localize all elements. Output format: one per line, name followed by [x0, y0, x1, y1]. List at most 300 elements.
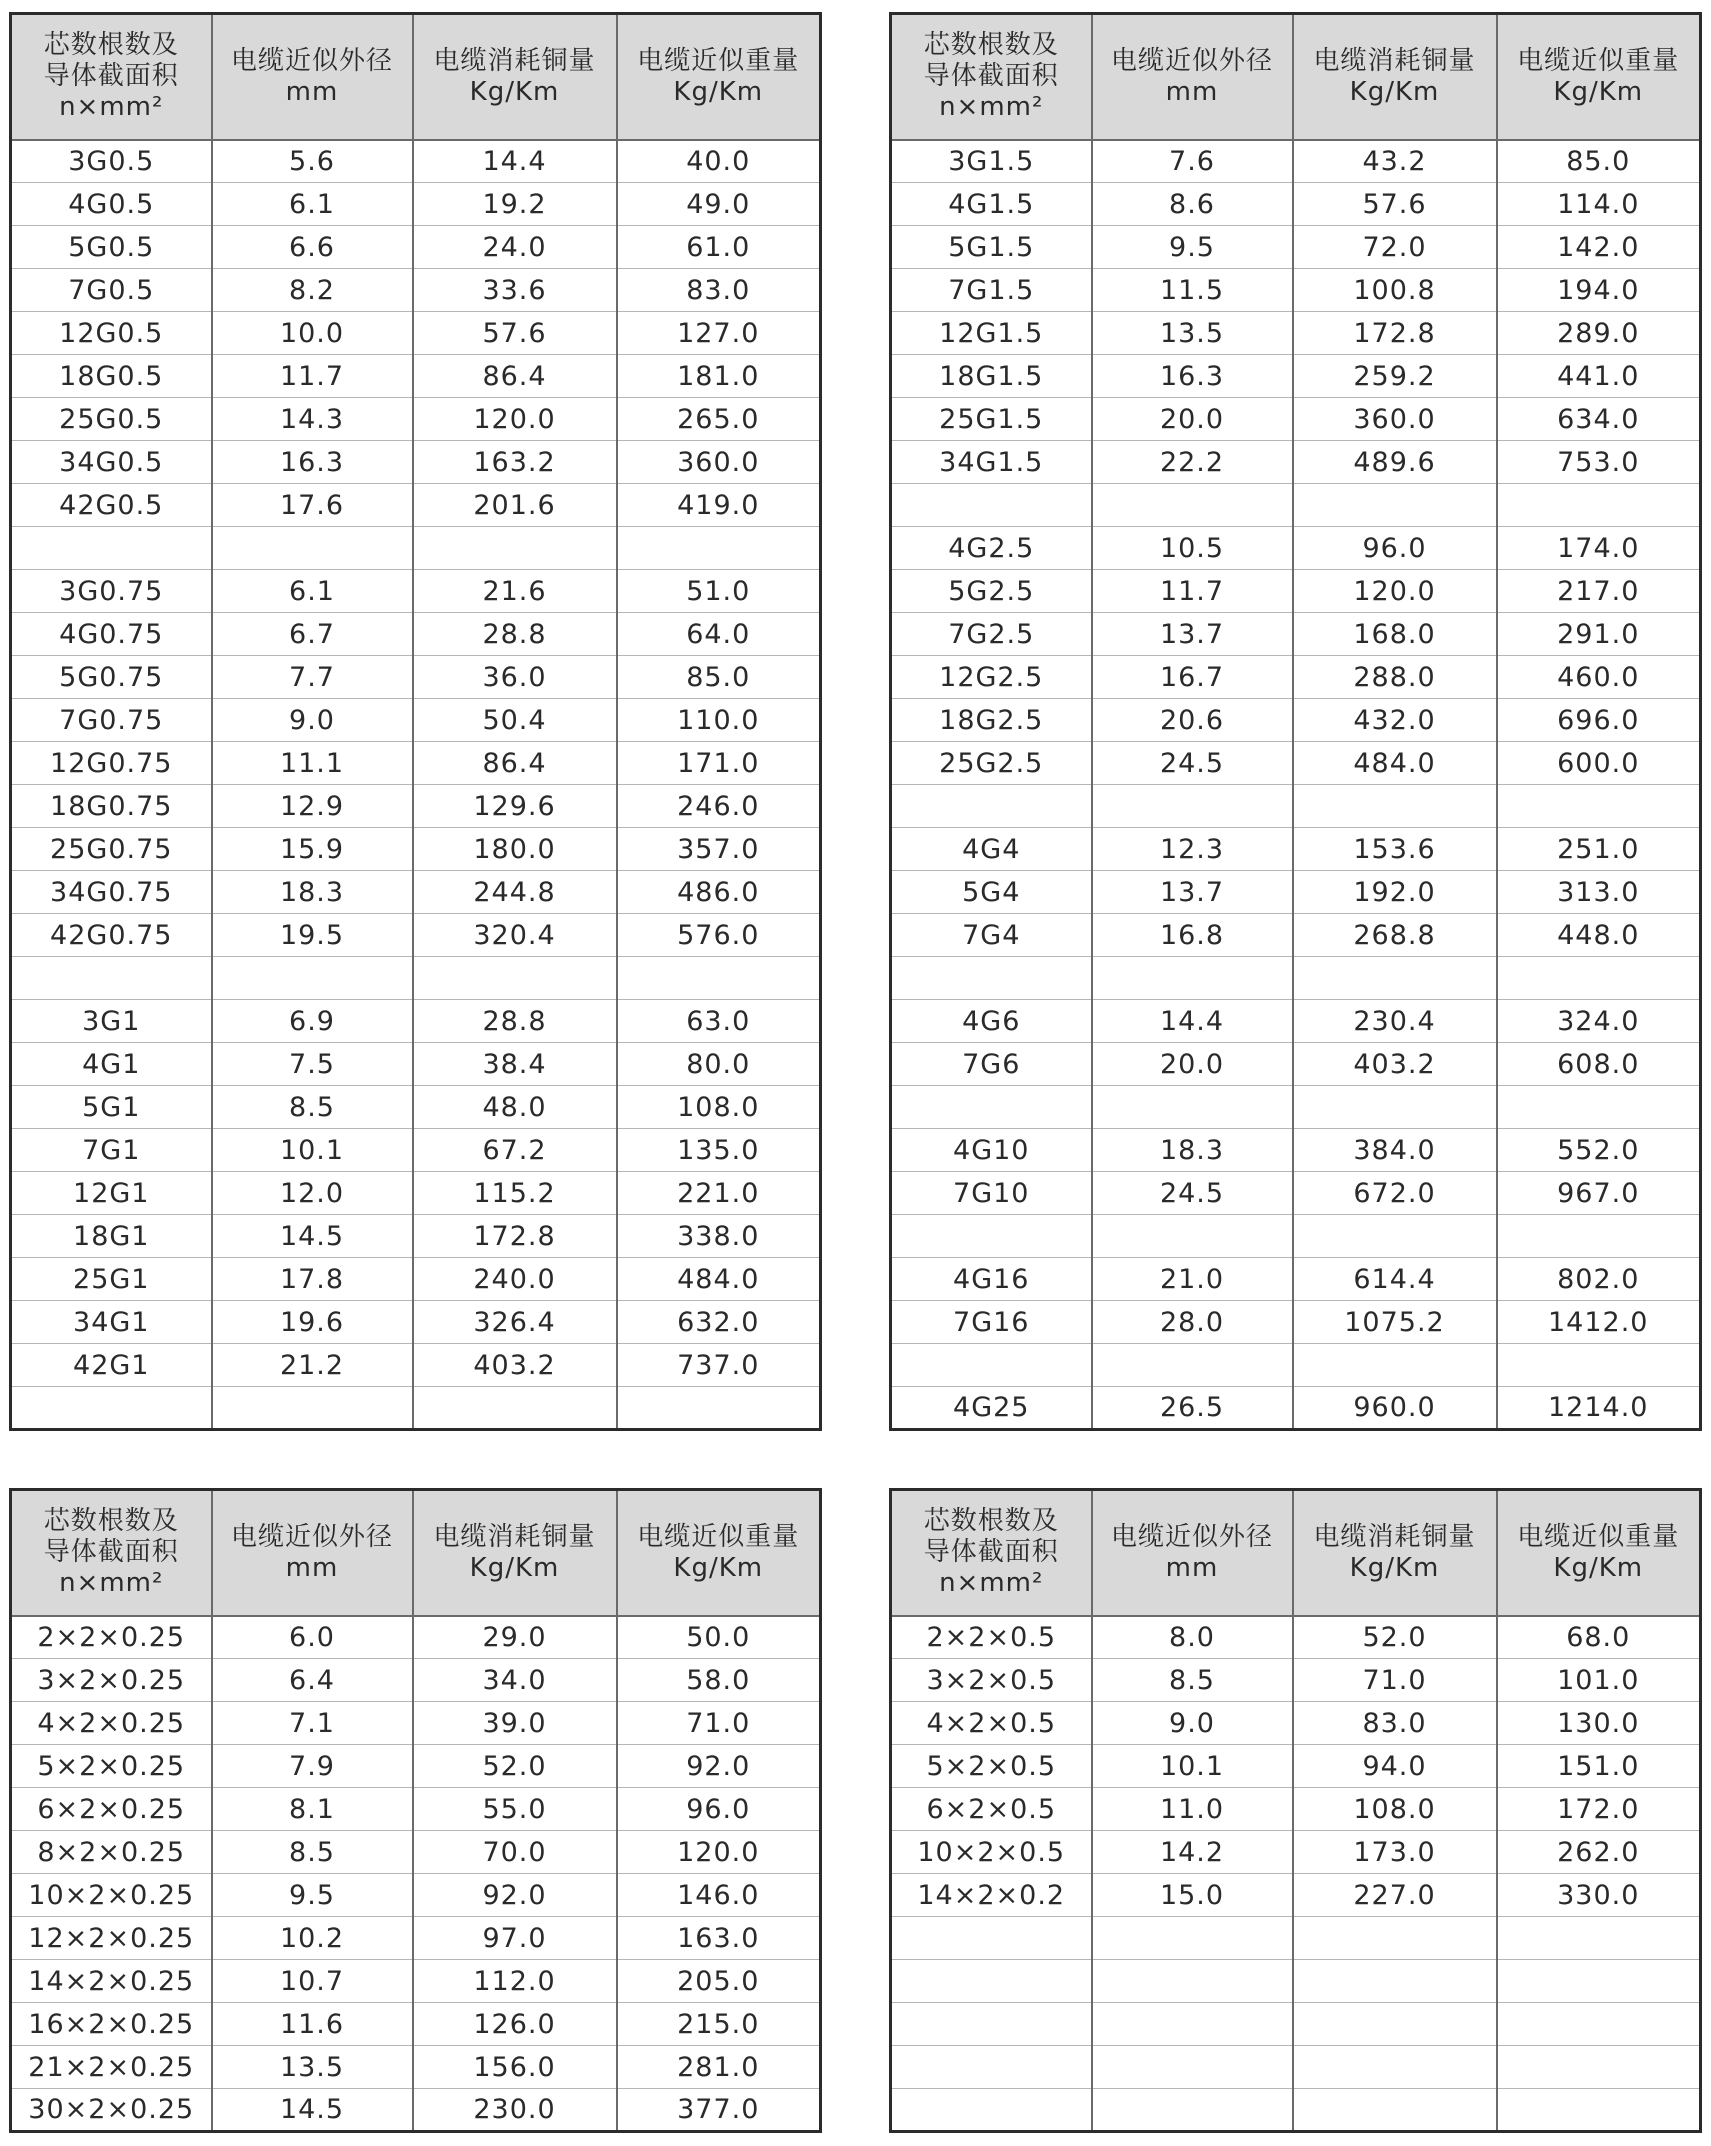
cell-outer-diameter: 28.0: [1092, 1301, 1293, 1344]
cell-core-spec: 4G0.75: [11, 613, 212, 656]
table-row: [891, 656, 1701, 699]
cell-outer-diameter: 22.2: [1092, 441, 1293, 484]
cell-copper-consumption: 94.0: [1293, 1745, 1497, 1788]
cell-cable-weight: 217.0: [1497, 570, 1701, 613]
cell-cable-weight: 484.0: [617, 1258, 821, 1301]
cell-core-spec: 18G0.5: [11, 355, 212, 398]
table-row: [891, 527, 1701, 570]
cell-core-spec: 5G1: [11, 1086, 212, 1129]
table-row: [891, 1831, 1701, 1874]
cell-outer-diameter: 13.5: [212, 2046, 413, 2089]
cell-copper-consumption: 57.6: [1293, 183, 1497, 226]
cell-core-spec: 3G0.75: [11, 570, 212, 613]
table-row: [891, 1344, 1701, 1387]
cell-core-spec: 2×2×0.25: [11, 1616, 212, 1659]
table-row: [11, 1702, 821, 1745]
cell-core-spec: 12×2×0.25: [11, 1917, 212, 1960]
cell-core-spec: 6×2×0.25: [11, 1788, 212, 1831]
cell-core-spec: 34G1.5: [891, 441, 1092, 484]
table-row: [891, 140, 1701, 183]
table-row: [891, 1874, 1701, 1917]
table-row: [891, 355, 1701, 398]
table-row: [891, 269, 1701, 312]
cell-cable-weight: 324.0: [1497, 1000, 1701, 1043]
cell-cable-weight: 600.0: [1497, 742, 1701, 785]
cell-core-spec: 3G0.5: [11, 140, 212, 183]
cell-core-spec: 34G0.5: [11, 441, 212, 484]
cell-outer-diameter: 11.5: [1092, 269, 1293, 312]
cell-outer-diameter: 14.5: [212, 2089, 413, 2132]
cell-outer-diameter: 7.6: [1092, 140, 1293, 183]
table-row: [11, 1258, 821, 1301]
cell-core-spec: 12G0.75: [11, 742, 212, 785]
cell-outer-diameter: 20.6: [1092, 699, 1293, 742]
cell-cable-weight: [617, 527, 821, 570]
cell-outer-diameter: 10.7: [212, 1960, 413, 2003]
cell-core-spec: 7G16: [891, 1301, 1092, 1344]
table-row: [891, 2003, 1701, 2046]
cell-cable-weight: 967.0: [1497, 1172, 1701, 1215]
cell-copper-consumption: 19.2: [413, 183, 617, 226]
cell-cable-weight: 448.0: [1497, 914, 1701, 957]
cell-core-spec: 25G0.75: [11, 828, 212, 871]
cell-core-spec: 18G0.75: [11, 785, 212, 828]
table-row: [891, 1917, 1701, 1960]
table-row: [891, 828, 1701, 871]
cell-core-spec: 3×2×0.5: [891, 1659, 1092, 1702]
cell-outer-diameter: 15.0: [1092, 1874, 1293, 1917]
cell-core-spec: 8×2×0.25: [11, 1831, 212, 1874]
cell-core-spec: [11, 527, 212, 570]
table-row: [11, 1788, 821, 1831]
cell-outer-diameter: [1092, 1344, 1293, 1387]
cell-copper-consumption: 52.0: [1293, 1616, 1497, 1659]
table-row: [11, 785, 821, 828]
table-row: [891, 1086, 1701, 1129]
cell-core-spec: 6×2×0.5: [891, 1788, 1092, 1831]
cell-copper-consumption: 180.0: [413, 828, 617, 871]
cell-outer-diameter: 26.5: [1092, 1387, 1293, 1430]
cell-cable-weight: 163.0: [617, 1917, 821, 1960]
cell-cable-weight: 142.0: [1497, 226, 1701, 269]
cell-cable-weight: 696.0: [1497, 699, 1701, 742]
table-row: [11, 484, 821, 527]
cell-outer-diameter: 21.0: [1092, 1258, 1293, 1301]
cell-cable-weight: 576.0: [617, 914, 821, 957]
table-header-row: [891, 14, 1701, 140]
cell-copper-consumption: 201.6: [413, 484, 617, 527]
cell-outer-diameter: 10.1: [1092, 1745, 1293, 1788]
cell-outer-diameter: 7.7: [212, 656, 413, 699]
cell-cable-weight: 251.0: [1497, 828, 1701, 871]
cell-outer-diameter: [1092, 1086, 1293, 1129]
cell-copper-consumption: 268.8: [1293, 914, 1497, 957]
cell-core-spec: 42G1: [11, 1344, 212, 1387]
cell-copper-consumption: 108.0: [1293, 1788, 1497, 1831]
cable-spec-table-bottom-right: [889, 1488, 1702, 2133]
cell-copper-consumption: 172.8: [1293, 312, 1497, 355]
cell-copper-consumption: [1293, 1215, 1497, 1258]
cell-core-spec: 25G0.5: [11, 398, 212, 441]
cell-outer-diameter: 6.0: [212, 1616, 413, 1659]
cell-copper-consumption: [1293, 957, 1497, 1000]
cell-copper-consumption: 38.4: [413, 1043, 617, 1086]
cell-core-spec: [891, 2089, 1092, 2132]
cell-copper-consumption: 28.8: [413, 613, 617, 656]
cell-cable-weight: [1497, 2046, 1701, 2089]
cell-core-spec: 30×2×0.25: [11, 2089, 212, 2132]
cell-core-spec: 14×2×0.25: [11, 1960, 212, 2003]
table-row: [891, 1215, 1701, 1258]
cell-outer-diameter: 8.5: [212, 1831, 413, 1874]
cell-outer-diameter: 24.5: [1092, 1172, 1293, 1215]
cell-core-spec: 5G2.5: [891, 570, 1092, 613]
table-row: [11, 140, 821, 183]
header-cable-weight: 电缆近似重量 Kg/Km: [1497, 1490, 1701, 1616]
cell-cable-weight: 85.0: [1497, 140, 1701, 183]
cell-core-spec: 4G1.5: [891, 183, 1092, 226]
cell-outer-diameter: [1092, 1215, 1293, 1258]
cell-copper-consumption: 71.0: [1293, 1659, 1497, 1702]
cell-core-spec: 10×2×0.25: [11, 1874, 212, 1917]
cell-core-spec: 7G1.5: [891, 269, 1092, 312]
cell-cable-weight: 85.0: [617, 656, 821, 699]
table-row: [891, 1301, 1701, 1344]
cell-copper-consumption: [1293, 2003, 1497, 2046]
cell-core-spec: 18G1: [11, 1215, 212, 1258]
cell-cable-weight: [1497, 957, 1701, 1000]
cell-core-spec: 4G1: [11, 1043, 212, 1086]
cell-core-spec: 10×2×0.5: [891, 1831, 1092, 1874]
cell-cable-weight: 96.0: [617, 1788, 821, 1831]
cell-core-spec: 7G0.75: [11, 699, 212, 742]
cell-copper-consumption: 33.6: [413, 269, 617, 312]
cell-outer-diameter: [212, 527, 413, 570]
cell-cable-weight: [1497, 2089, 1701, 2132]
cell-outer-diameter: 8.6: [1092, 183, 1293, 226]
cell-copper-consumption: 156.0: [413, 2046, 617, 2089]
table-row: [891, 914, 1701, 957]
cell-core-spec: 3G1.5: [891, 140, 1092, 183]
table-row: [11, 871, 821, 914]
table-row: [11, 312, 821, 355]
cell-copper-consumption: 57.6: [413, 312, 617, 355]
cell-cable-weight: 608.0: [1497, 1043, 1701, 1086]
table-row: [891, 1616, 1701, 1659]
table-row: [891, 1258, 1701, 1301]
cell-outer-diameter: [1092, 785, 1293, 828]
cell-core-spec: 12G2.5: [891, 656, 1092, 699]
cell-outer-diameter: 13.7: [1092, 871, 1293, 914]
cell-outer-diameter: 11.0: [1092, 1788, 1293, 1831]
cell-copper-consumption: 432.0: [1293, 699, 1497, 742]
cell-cable-weight: [1497, 2003, 1701, 2046]
table-row: [11, 226, 821, 269]
header-copper-consumption: 电缆消耗铜量 Kg/Km: [413, 1490, 617, 1616]
cell-outer-diameter: 12.0: [212, 1172, 413, 1215]
header-outer-diameter: 电缆近似外径 mm: [212, 14, 413, 140]
table-row: [891, 1387, 1701, 1430]
cell-outer-diameter: 8.5: [212, 1086, 413, 1129]
cell-cable-weight: 486.0: [617, 871, 821, 914]
cell-core-spec: 25G1.5: [891, 398, 1092, 441]
header-core-spec: 芯数根数及 导体截面积 n×mm²: [891, 1490, 1092, 1616]
table-row: [11, 570, 821, 613]
cell-outer-diameter: 16.7: [1092, 656, 1293, 699]
cell-cable-weight: 737.0: [617, 1344, 821, 1387]
table-row: [891, 398, 1701, 441]
cell-cable-weight: 552.0: [1497, 1129, 1701, 1172]
cell-outer-diameter: 17.6: [212, 484, 413, 527]
cell-copper-consumption: 360.0: [1293, 398, 1497, 441]
cell-cable-weight: 262.0: [1497, 1831, 1701, 1874]
cell-core-spec: 7G6: [891, 1043, 1092, 1086]
cell-cable-weight: 146.0: [617, 1874, 821, 1917]
cell-copper-consumption: 288.0: [1293, 656, 1497, 699]
cell-copper-consumption: 21.6: [413, 570, 617, 613]
cell-outer-diameter: 11.6: [212, 2003, 413, 2046]
cell-cable-weight: 441.0: [1497, 355, 1701, 398]
cell-copper-consumption: 120.0: [413, 398, 617, 441]
table-row: [11, 1616, 821, 1659]
cell-outer-diameter: 16.3: [1092, 355, 1293, 398]
cell-outer-diameter: 9.0: [1092, 1702, 1293, 1745]
cell-core-spec: [891, 957, 1092, 1000]
header-copper-consumption: 电缆消耗铜量 Kg/Km: [413, 14, 617, 140]
cell-outer-diameter: 6.7: [212, 613, 413, 656]
cell-cable-weight: 753.0: [1497, 441, 1701, 484]
header-outer-diameter: 电缆近似外径 mm: [1092, 14, 1293, 140]
cell-core-spec: 16×2×0.25: [11, 2003, 212, 2046]
cell-cable-weight: 632.0: [617, 1301, 821, 1344]
table-row: [11, 2046, 821, 2089]
header-copper-consumption: 电缆消耗铜量 Kg/Km: [1293, 1490, 1497, 1616]
cell-copper-consumption: 384.0: [1293, 1129, 1497, 1172]
cell-cable-weight: 63.0: [617, 1000, 821, 1043]
cell-copper-consumption: [1293, 484, 1497, 527]
cell-copper-consumption: 672.0: [1293, 1172, 1497, 1215]
table-row: [891, 183, 1701, 226]
cell-copper-consumption: 50.4: [413, 699, 617, 742]
cell-copper-consumption: 259.2: [1293, 355, 1497, 398]
table-row: [891, 1960, 1701, 2003]
table-header-row: [11, 14, 821, 140]
cell-copper-consumption: 320.4: [413, 914, 617, 957]
cell-copper-consumption: 172.8: [413, 1215, 617, 1258]
table-row: [891, 312, 1701, 355]
table-row: [891, 441, 1701, 484]
cell-outer-diameter: [1092, 1917, 1293, 1960]
cell-outer-diameter: 9.0: [212, 699, 413, 742]
cell-outer-diameter: 20.0: [1092, 1043, 1293, 1086]
cell-copper-consumption: 86.4: [413, 355, 617, 398]
cell-copper-consumption: 614.4: [1293, 1258, 1497, 1301]
cell-cable-weight: 419.0: [617, 484, 821, 527]
cell-core-spec: 4×2×0.5: [891, 1702, 1092, 1745]
cell-outer-diameter: [212, 1387, 413, 1430]
cell-core-spec: [891, 2046, 1092, 2089]
table-row: [891, 957, 1701, 1000]
cell-copper-consumption: 48.0: [413, 1086, 617, 1129]
table-row: [891, 1745, 1701, 1788]
cell-cable-weight: 281.0: [617, 2046, 821, 2089]
cell-core-spec: 14×2×0.2: [891, 1874, 1092, 1917]
cell-core-spec: 7G0.5: [11, 269, 212, 312]
cell-outer-diameter: [1092, 1960, 1293, 2003]
cell-core-spec: 2×2×0.5: [891, 1616, 1092, 1659]
cell-cable-weight: [617, 1387, 821, 1430]
table-row: [11, 1043, 821, 1086]
cell-outer-diameter: 10.5: [1092, 527, 1293, 570]
table-row: [11, 527, 821, 570]
table-row: [11, 355, 821, 398]
cell-cable-weight: 61.0: [617, 226, 821, 269]
cell-cable-weight: 120.0: [617, 1831, 821, 1874]
cell-core-spec: 5G1.5: [891, 226, 1092, 269]
cell-core-spec: 5G4: [891, 871, 1092, 914]
cell-core-spec: [891, 1344, 1092, 1387]
cell-copper-consumption: [1293, 2089, 1497, 2132]
table-row: [891, 1172, 1701, 1215]
cell-cable-weight: 338.0: [617, 1215, 821, 1258]
cell-copper-consumption: 403.2: [1293, 1043, 1497, 1086]
cell-outer-diameter: 14.5: [212, 1215, 413, 1258]
cell-outer-diameter: 16.8: [1092, 914, 1293, 957]
cell-cable-weight: 265.0: [617, 398, 821, 441]
table-header-row: [11, 1490, 821, 1616]
cell-outer-diameter: 14.3: [212, 398, 413, 441]
cell-core-spec: [11, 957, 212, 1000]
table-row: [11, 398, 821, 441]
header-outer-diameter: 电缆近似外径 mm: [1092, 1490, 1293, 1616]
table-row: [891, 2089, 1701, 2132]
cell-cable-weight: 313.0: [1497, 871, 1701, 914]
table-row: [11, 613, 821, 656]
cell-copper-consumption: 168.0: [1293, 613, 1497, 656]
cell-core-spec: 21×2×0.25: [11, 2046, 212, 2089]
table-row: [11, 183, 821, 226]
cell-copper-consumption: [1293, 1344, 1497, 1387]
cable-spec-table-top-right: [889, 12, 1702, 1431]
cable-spec-table-bottom-left: [9, 1488, 822, 2133]
cell-outer-diameter: 19.5: [212, 914, 413, 957]
cell-outer-diameter: 5.6: [212, 140, 413, 183]
cell-cable-weight: 127.0: [617, 312, 821, 355]
cell-copper-consumption: 34.0: [413, 1659, 617, 1702]
cell-core-spec: 5×2×0.5: [891, 1745, 1092, 1788]
cell-cable-weight: [1497, 1917, 1701, 1960]
cell-copper-consumption: 326.4: [413, 1301, 617, 1344]
cell-outer-diameter: 8.1: [212, 1788, 413, 1831]
table-row: [891, 613, 1701, 656]
cell-core-spec: 4G10: [891, 1129, 1092, 1172]
cell-cable-weight: 181.0: [617, 355, 821, 398]
cell-outer-diameter: 8.2: [212, 269, 413, 312]
table-header-row: [891, 1490, 1701, 1616]
cell-outer-diameter: 6.1: [212, 570, 413, 613]
cell-copper-consumption: 36.0: [413, 656, 617, 699]
cell-cable-weight: [1497, 484, 1701, 527]
cell-copper-consumption: 67.2: [413, 1129, 617, 1172]
cell-outer-diameter: 6.4: [212, 1659, 413, 1702]
cell-core-spec: 34G1: [11, 1301, 212, 1344]
cell-cable-weight: 151.0: [1497, 1745, 1701, 1788]
table-row: [11, 957, 821, 1000]
cell-cable-weight: 108.0: [617, 1086, 821, 1129]
cell-outer-diameter: 7.1: [212, 1702, 413, 1745]
cell-cable-weight: 246.0: [617, 785, 821, 828]
cell-copper-consumption: 163.2: [413, 441, 617, 484]
cell-copper-consumption: 28.8: [413, 1000, 617, 1043]
cell-copper-consumption: [1293, 785, 1497, 828]
cell-core-spec: 25G1: [11, 1258, 212, 1301]
cell-copper-consumption: 403.2: [413, 1344, 617, 1387]
cell-outer-diameter: [212, 957, 413, 1000]
cell-cable-weight: 291.0: [1497, 613, 1701, 656]
cell-copper-consumption: 100.8: [1293, 269, 1497, 312]
table-row: [891, 1659, 1701, 1702]
cell-copper-consumption: 960.0: [1293, 1387, 1497, 1430]
cell-copper-consumption: 115.2: [413, 1172, 617, 1215]
table-row: [11, 1831, 821, 1874]
cell-outer-diameter: 6.9: [212, 1000, 413, 1043]
cell-copper-consumption: 230.0: [413, 2089, 617, 2132]
cell-copper-consumption: 129.6: [413, 785, 617, 828]
cell-outer-diameter: 10.2: [212, 1917, 413, 1960]
cell-core-spec: 18G1.5: [891, 355, 1092, 398]
cell-cable-weight: 110.0: [617, 699, 821, 742]
cell-cable-weight: 634.0: [1497, 398, 1701, 441]
table-row: [891, 1000, 1701, 1043]
cell-copper-consumption: 153.6: [1293, 828, 1497, 871]
cell-core-spec: 18G2.5: [891, 699, 1092, 742]
cell-cable-weight: 221.0: [617, 1172, 821, 1215]
cell-core-spec: 4×2×0.25: [11, 1702, 212, 1745]
cell-copper-consumption: 86.4: [413, 742, 617, 785]
cell-cable-weight: 1412.0: [1497, 1301, 1701, 1344]
table-row: [11, 1172, 821, 1215]
cell-outer-diameter: 17.8: [212, 1258, 413, 1301]
cell-outer-diameter: 21.2: [212, 1344, 413, 1387]
header-core-spec: 芯数根数及 导体截面积 n×mm²: [11, 14, 212, 140]
cell-outer-diameter: 19.6: [212, 1301, 413, 1344]
table-row: [891, 871, 1701, 914]
cell-copper-consumption: [1293, 1917, 1497, 1960]
cell-outer-diameter: 16.3: [212, 441, 413, 484]
table-row: [891, 1702, 1701, 1745]
cell-core-spec: [891, 1215, 1092, 1258]
header-outer-diameter: 电缆近似外径 mm: [212, 1490, 413, 1616]
cell-outer-diameter: [1092, 484, 1293, 527]
cell-outer-diameter: 11.1: [212, 742, 413, 785]
table-row: [11, 1960, 821, 2003]
cell-copper-consumption: 14.4: [413, 140, 617, 183]
cell-cable-weight: 171.0: [617, 742, 821, 785]
table-row: [11, 1387, 821, 1430]
cell-copper-consumption: 92.0: [413, 1874, 617, 1917]
cell-copper-consumption: 70.0: [413, 1831, 617, 1874]
cell-cable-weight: 172.0: [1497, 1788, 1701, 1831]
cell-core-spec: [891, 1086, 1092, 1129]
cell-outer-diameter: 7.5: [212, 1043, 413, 1086]
cell-cable-weight: 114.0: [1497, 183, 1701, 226]
cell-outer-diameter: 9.5: [212, 1874, 413, 1917]
cell-outer-diameter: 18.3: [212, 871, 413, 914]
cell-cable-weight: 360.0: [617, 441, 821, 484]
cell-copper-consumption: [413, 1387, 617, 1430]
cell-cable-weight: [1497, 1086, 1701, 1129]
cell-copper-consumption: 484.0: [1293, 742, 1497, 785]
